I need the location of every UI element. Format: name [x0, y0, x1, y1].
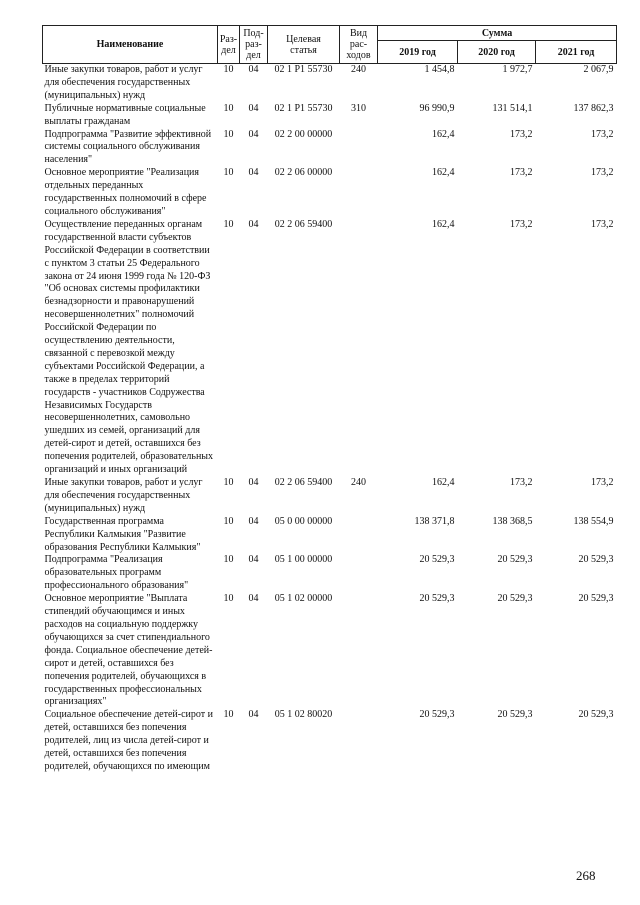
row-name: Иные закупки товаров, работ и услуг для обеспечения государственных (муниципальных) нужд	[44, 477, 203, 514]
row-vid-raskhodov	[340, 129, 378, 168]
row-sum-2021: 173,2	[591, 218, 614, 230]
table-row	[43, 477, 617, 516]
row-tselevaya-statya: 02 1 P1 55730	[274, 64, 333, 75]
row-sum-2019: 138 371,8	[414, 515, 455, 527]
row-tselevaya-statya: 02 2 06 59400	[274, 218, 333, 230]
row-sum-2021: 173,2	[591, 167, 614, 179]
row-sum-2019: 20 529,3	[419, 593, 455, 605]
header-summa: Сумма	[378, 26, 617, 41]
row-sum-2021: 173,2	[591, 477, 614, 488]
table-row	[43, 167, 617, 219]
row-razdel: 10	[223, 593, 234, 605]
row-tselevaya-statya: 05 0 00 00000	[274, 515, 333, 527]
table-row	[43, 709, 617, 774]
row-tselevaya-statya: 05 1 02 00000	[274, 593, 333, 605]
row-name: Социальное обеспечение детей-сирот и детей, оставшихся без попечения родителей, лиц из числа детей-сирот и детей, оставшихся без попечения родителей, обучающихся по имеющим	[44, 709, 213, 772]
row-podrazdel: 04	[248, 64, 259, 75]
row-tselevaya-statya: 02 2 06 59400	[274, 477, 333, 488]
table-row	[43, 129, 617, 168]
table-row	[43, 554, 617, 593]
table-row	[43, 516, 617, 555]
table-row	[43, 593, 617, 709]
row-vid-raskhodov	[340, 516, 378, 555]
table-row	[43, 219, 617, 477]
row-razdel: 10	[223, 102, 234, 114]
table-row	[43, 103, 617, 129]
row-sum-2020: 173,2	[510, 128, 533, 140]
row-sum-2021: 20 529,3	[578, 709, 614, 721]
row-name: Подпрограмма "Реализация образовательных программ профессионального образования"	[44, 554, 189, 592]
row-podrazdel: 04	[248, 128, 259, 140]
row-sum-2020: 173,2	[510, 218, 533, 230]
row-tselevaya-statya: 02 2 00 00000	[274, 128, 333, 140]
row-podrazdel: 04	[248, 477, 259, 488]
row-name: Основное мероприятие "Реализация отдельных переданных государственных полномочий в сфере социального обслуживания"	[44, 167, 207, 217]
row-name: Иные закупки товаров, работ и услуг для обеспечения государственных (муниципальных) нужд	[44, 64, 203, 101]
row-podrazdel: 04	[248, 102, 259, 114]
row-vid-raskhodov: 240	[351, 64, 366, 75]
row-razdel: 10	[223, 167, 234, 179]
row-razdel: 10	[223, 515, 234, 527]
header-year-2021: 2021 год	[536, 41, 617, 64]
row-sum-2020: 138 368,5	[492, 515, 533, 527]
row-podrazdel: 04	[248, 515, 259, 527]
row-razdel: 10	[223, 64, 234, 75]
page-number: 268	[576, 868, 596, 883]
row-sum-2021: 2 067,9	[583, 64, 614, 75]
row-razdel: 10	[223, 128, 234, 140]
row-sum-2020: 173,2	[510, 167, 533, 179]
row-vid-raskhodov: 310	[351, 102, 366, 114]
table-row	[43, 64, 617, 103]
row-sum-2019: 96 990,9	[419, 102, 455, 114]
header-year-2020: 2020 год	[458, 41, 536, 64]
row-vid-raskhodov: 240	[351, 477, 366, 488]
row-sum-2019: 1 454,8	[424, 64, 455, 75]
row-sum-2019: 162,4	[432, 218, 455, 230]
row-sum-2019: 20 529,3	[419, 554, 455, 566]
row-sum-2019: 20 529,3	[419, 709, 455, 721]
row-vid-raskhodov	[340, 709, 378, 774]
header-tselevaya-statya: Целевая статья	[268, 26, 340, 64]
row-razdel: 10	[223, 709, 234, 721]
row-sum-2019: 162,4	[432, 128, 455, 140]
row-name: Публичные нормативные социальные выплаты гражданам	[44, 102, 206, 127]
row-vid-raskhodov	[340, 554, 378, 593]
row-name: Основное мероприятие "Выплата стипендий обучающимся и иных расходов на социальную поддержку обучающихся за счет стипендиального фонда. Социальное обеспечение детей-сирот и детей, оставшихся без попечения родителей, обучающихся в государственных профессиональных организациях"	[44, 593, 213, 708]
row-podrazdel: 04	[248, 709, 259, 721]
table-body	[43, 64, 617, 774]
row-sum-2021: 20 529,3	[578, 593, 614, 605]
header-podrazdel: Под- раз- дел	[240, 26, 268, 64]
budget-table	[42, 25, 617, 774]
row-podrazdel: 04	[248, 554, 259, 566]
row-podrazdel: 04	[248, 167, 259, 179]
row-sum-2021: 137 862,3	[573, 102, 614, 114]
row-podrazdel: 04	[248, 218, 259, 230]
row-sum-2021: 173,2	[591, 128, 614, 140]
row-sum-2020: 1 972,7	[502, 64, 533, 75]
header-vid-raskhodov: Вид рас- ходов	[340, 26, 378, 64]
row-name: Осуществление переданных органам государственной власти субъектов Российской Федерации в соответствии с пунктом 3 статьи 25 Федерального закона от 24 июня 1999 года № 120-ФЗ "Об основах системы профилактики безнадзорности и правонарушений несовершеннолетних" полномочий Российской Федерации по осуществлению деятельности, связанной с перевозкой между субъектами Российской Федерации, а также в пределах территорий государств - участников Содружества Независимых Государств несовершеннолетних, самовольно ушедших из семей, организаций для детей-сирот и детей, оставшихся без попечения родителей, образовательных организаций и иных организаций	[44, 218, 214, 476]
row-sum-2021: 138 554,9	[573, 515, 614, 527]
row-vid-raskhodov	[340, 219, 378, 477]
row-tselevaya-statya: 02 2 06 00000	[274, 167, 333, 179]
row-sum-2019: 162,4	[432, 167, 455, 179]
row-tselevaya-statya: 02 1 P1 55730	[274, 102, 333, 114]
row-sum-2020: 20 529,3	[497, 709, 533, 721]
row-razdel: 10	[223, 218, 234, 230]
row-sum-2020: 20 529,3	[497, 593, 533, 605]
table-header	[43, 26, 617, 64]
row-name: Государственная программа Республики Калмыкия "Развитие образования Республики Калмыкия"	[44, 515, 201, 553]
row-podrazdel: 04	[248, 593, 259, 605]
row-tselevaya-statya: 05 1 00 00000	[274, 554, 333, 566]
row-sum-2021: 20 529,3	[578, 554, 614, 566]
row-name: Подпрограмма "Развитие эффективной системы социального обслуживания населения"	[44, 128, 212, 166]
row-tselevaya-statya: 05 1 02 80020	[274, 709, 333, 721]
header-year-2019: 2019 год	[378, 41, 458, 64]
row-razdel: 10	[223, 477, 234, 488]
row-vid-raskhodov	[340, 167, 378, 219]
row-vid-raskhodov	[340, 593, 378, 709]
row-sum-2020: 20 529,3	[497, 554, 533, 566]
row-razdel: 10	[223, 554, 234, 566]
row-sum-2020: 173,2	[510, 477, 533, 488]
header-razdel: Раз- дел	[218, 26, 240, 64]
row-sum-2019: 162,4	[432, 477, 455, 488]
header-name: Наименование	[43, 26, 218, 64]
row-sum-2020: 131 514,1	[492, 102, 533, 114]
